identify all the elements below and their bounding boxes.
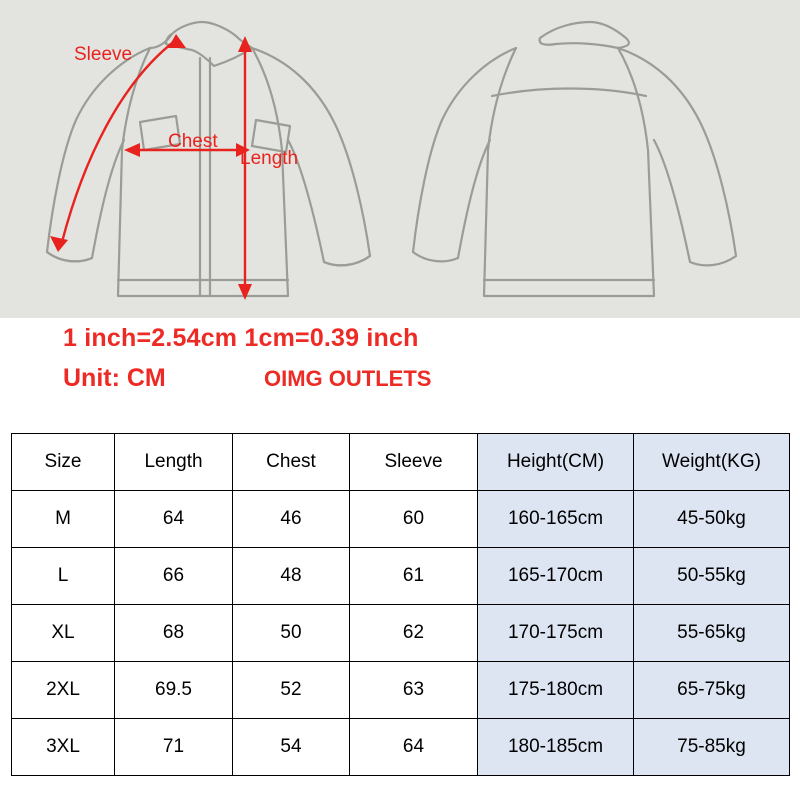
cell-sleeve: 63 [350, 662, 478, 719]
cell-chest: 46 [233, 491, 350, 548]
cell-weight: 45-50kg [634, 491, 790, 548]
cell-height: 175-180cm [478, 662, 634, 719]
table-row [12, 719, 790, 776]
cell-height: 160-165cm [478, 491, 634, 548]
garment-illustration-panel [0, 0, 800, 318]
cell-length: 69.5 [115, 662, 233, 719]
header-sleeve: Sleeve [350, 434, 478, 491]
unit-label: Unit: CM [63, 364, 166, 392]
header-height: Height(CM) [478, 434, 634, 491]
cell-size: 3XL [12, 719, 115, 776]
inch-cm-conversion-text: 1 inch=2.54cm 1cm=0.39 inch [63, 324, 419, 352]
table-header-row [12, 434, 790, 491]
annotation-chest: Chest [168, 131, 218, 152]
annotation-length: Length [240, 148, 299, 169]
header-size: Size [12, 434, 115, 491]
cell-length: 66 [115, 548, 233, 605]
cell-size: L [12, 548, 115, 605]
cell-sleeve: 60 [350, 491, 478, 548]
table-row [12, 548, 790, 605]
size-table [11, 433, 790, 776]
cell-weight: 65-75kg [634, 662, 790, 719]
brand-label: OIMG OUTLETS [264, 366, 432, 391]
cell-chest: 52 [233, 662, 350, 719]
size-table-wrapper [11, 433, 789, 776]
cell-weight: 50-55kg [634, 548, 790, 605]
table-row [12, 491, 790, 548]
annotation-sleeve: Sleeve [74, 44, 133, 65]
cell-height: 170-175cm [478, 605, 634, 662]
cell-weight: 55-65kg [634, 605, 790, 662]
cell-length: 71 [115, 719, 233, 776]
conversion-notes [0, 318, 800, 428]
cell-sleeve: 62 [350, 605, 478, 662]
header-chest: Chest [233, 434, 350, 491]
table-row [12, 605, 790, 662]
cell-chest: 48 [233, 548, 350, 605]
cell-size: M [12, 491, 115, 548]
cell-length: 64 [115, 491, 233, 548]
header-length: Length [115, 434, 233, 491]
cell-chest: 50 [233, 605, 350, 662]
cell-weight: 75-85kg [634, 719, 790, 776]
cell-sleeve: 64 [350, 719, 478, 776]
cell-size: 2XL [12, 662, 115, 719]
table-row [12, 662, 790, 719]
cell-height: 165-170cm [478, 548, 634, 605]
cell-size: XL [12, 605, 115, 662]
header-weight: Weight(KG) [634, 434, 790, 491]
cell-chest: 54 [233, 719, 350, 776]
cell-height: 180-185cm [478, 719, 634, 776]
cell-length: 68 [115, 605, 233, 662]
cell-sleeve: 61 [350, 548, 478, 605]
